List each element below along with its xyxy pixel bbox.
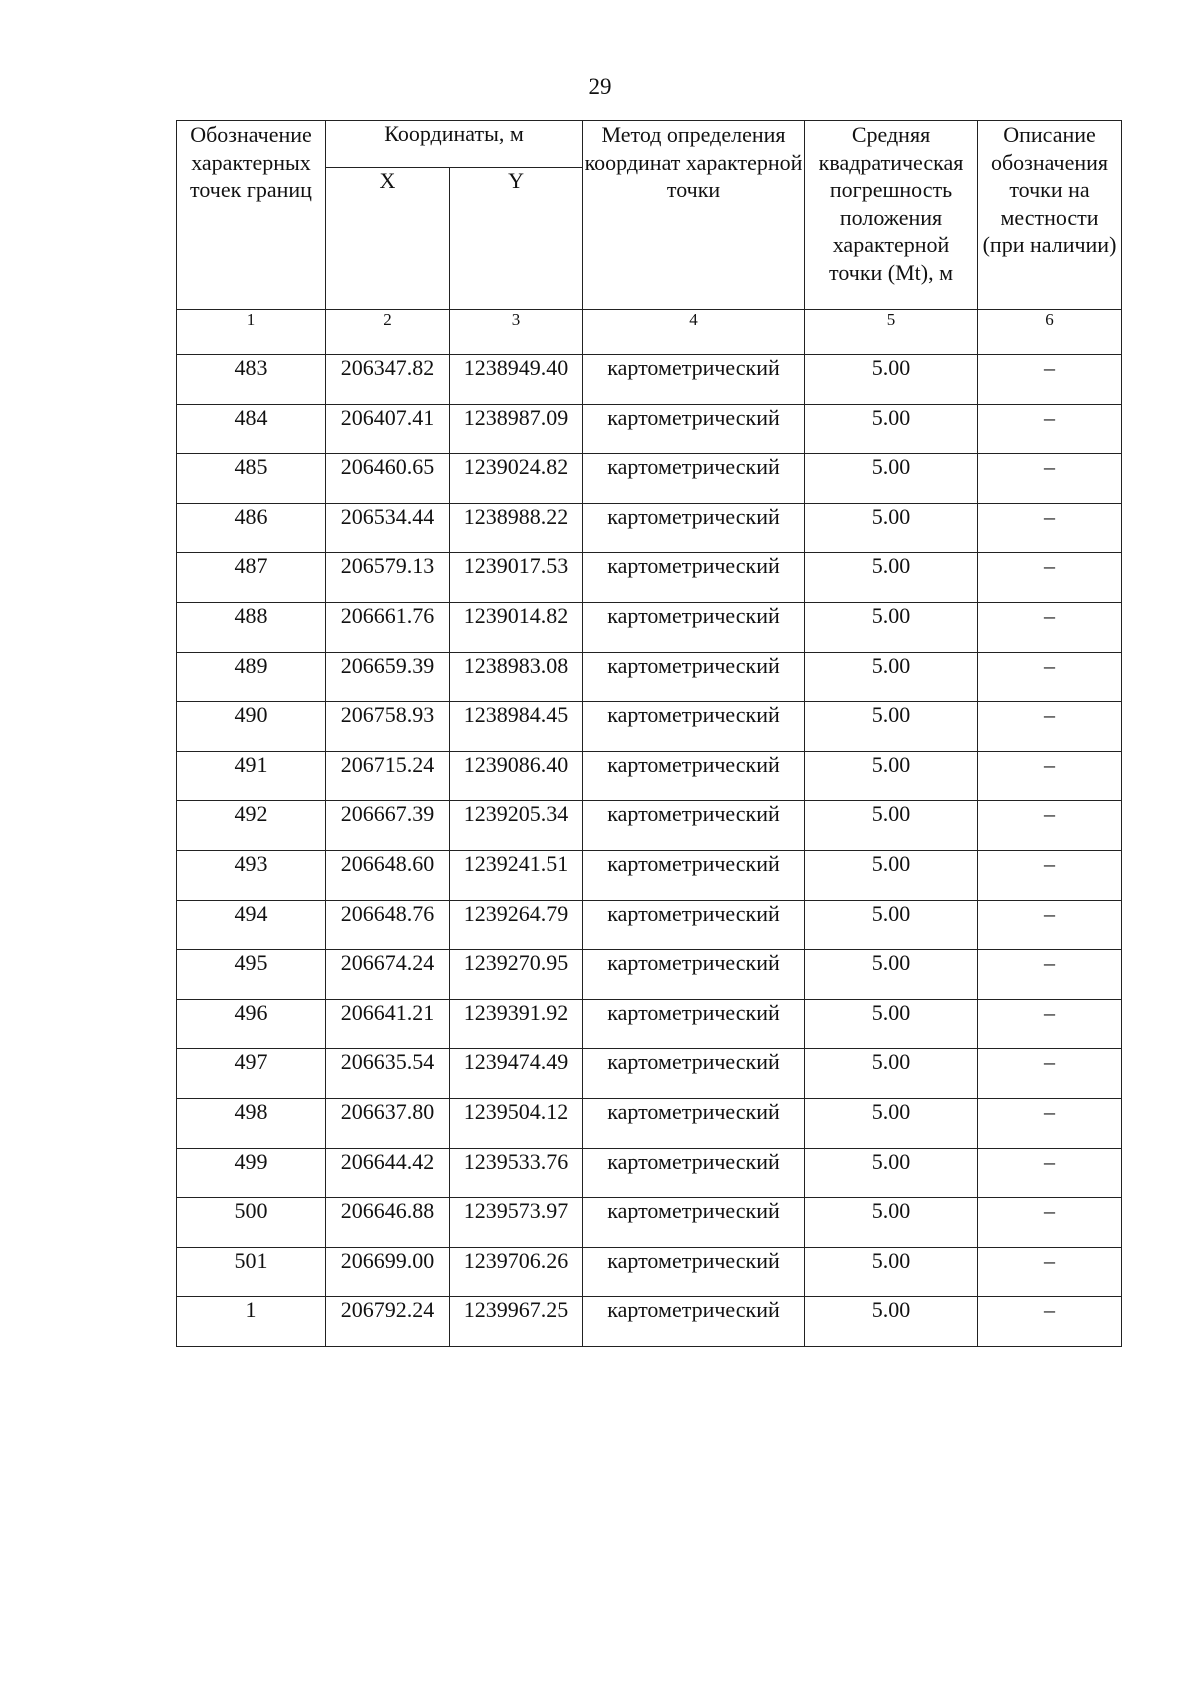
cell-method: картометрический <box>583 355 805 405</box>
cell-method: картометрический <box>583 1049 805 1099</box>
cell-x: 206641.21 <box>326 999 450 1049</box>
cell-x: 206659.39 <box>326 652 450 702</box>
cell-x: 206579.13 <box>326 553 450 603</box>
cell-description: – <box>978 454 1122 504</box>
cell-y: 1239474.49 <box>450 1049 583 1099</box>
cell-y: 1239504.12 <box>450 1098 583 1148</box>
cell-method: картометрический <box>583 751 805 801</box>
cell-x: 206635.54 <box>326 1049 450 1099</box>
table-row <box>177 602 1122 652</box>
cell-method: картометрический <box>583 702 805 752</box>
cell-point: 497 <box>177 1049 326 1099</box>
cell-x: 206347.82 <box>326 355 450 405</box>
cell-error: 5.00 <box>805 1148 978 1198</box>
column-number-row <box>177 310 1122 355</box>
cell-y: 1239086.40 <box>450 751 583 801</box>
cell-description: – <box>978 1247 1122 1297</box>
table-row <box>177 553 1122 603</box>
table-row <box>177 1247 1122 1297</box>
cell-point: 487 <box>177 553 326 603</box>
cell-x: 206661.76 <box>326 602 450 652</box>
cell-x: 206667.39 <box>326 801 450 851</box>
cell-method: картометрический <box>583 503 805 553</box>
cell-error: 5.00 <box>805 751 978 801</box>
cell-point: 490 <box>177 702 326 752</box>
table-row <box>177 950 1122 1000</box>
table-row <box>177 404 1122 454</box>
cell-error: 5.00 <box>805 1049 978 1099</box>
table-row <box>177 702 1122 752</box>
cell-method: картометрический <box>583 900 805 950</box>
cell-point: 498 <box>177 1098 326 1148</box>
page-number: 29 <box>588 74 612 99</box>
cell-y: 1239967.25 <box>450 1297 583 1347</box>
cell-point: 491 <box>177 751 326 801</box>
cell-x: 206644.42 <box>326 1148 450 1198</box>
cell-error: 5.00 <box>805 652 978 702</box>
table-row <box>177 1297 1122 1347</box>
cell-y: 1239391.92 <box>450 999 583 1049</box>
table-row <box>177 999 1122 1049</box>
cell-x: 206460.65 <box>326 454 450 504</box>
cell-y: 1238984.45 <box>450 702 583 752</box>
table-row <box>177 652 1122 702</box>
cell-y: 1238983.08 <box>450 652 583 702</box>
cell-error: 5.00 <box>805 999 978 1049</box>
cell-method: картометрический <box>583 1148 805 1198</box>
cell-description: – <box>978 999 1122 1049</box>
cell-y: 1239205.34 <box>450 801 583 851</box>
cell-method: картометрический <box>583 404 805 454</box>
cell-method: картометрический <box>583 454 805 504</box>
cell-description: – <box>978 702 1122 752</box>
cell-error: 5.00 <box>805 454 978 504</box>
table-row <box>177 751 1122 801</box>
cell-description: – <box>978 503 1122 553</box>
cell-y: 1239270.95 <box>450 950 583 1000</box>
header-x: X <box>326 168 450 310</box>
cell-x: 206637.80 <box>326 1098 450 1148</box>
cell-error: 5.00 <box>805 702 978 752</box>
cell-description: – <box>978 801 1122 851</box>
header-error: Средняя квадратическая погрешность положения характерной точки (Mt), м <box>805 121 978 310</box>
cell-point: 492 <box>177 801 326 851</box>
cell-point: 496 <box>177 999 326 1049</box>
column-number: 5 <box>805 310 978 355</box>
cell-description: – <box>978 652 1122 702</box>
cell-x: 206648.76 <box>326 900 450 950</box>
table-header <box>177 121 1122 310</box>
cell-point: 488 <box>177 602 326 652</box>
cell-point: 484 <box>177 404 326 454</box>
cell-x: 206646.88 <box>326 1198 450 1248</box>
cell-description: – <box>978 1148 1122 1198</box>
cell-point: 483 <box>177 355 326 405</box>
cell-y: 1239017.53 <box>450 553 583 603</box>
cell-y: 1239533.76 <box>450 1148 583 1198</box>
cell-method: картометрический <box>583 1247 805 1297</box>
boundary-points-table <box>176 120 1122 1347</box>
cell-y: 1238988.22 <box>450 503 583 553</box>
cell-point: 493 <box>177 850 326 900</box>
cell-y: 1239014.82 <box>450 602 583 652</box>
cell-point: 489 <box>177 652 326 702</box>
cell-point: 500 <box>177 1198 326 1248</box>
cell-point: 485 <box>177 454 326 504</box>
table-body <box>177 310 1122 1347</box>
cell-x: 206715.24 <box>326 751 450 801</box>
column-number: 4 <box>583 310 805 355</box>
cell-description: – <box>978 404 1122 454</box>
cell-y: 1239024.82 <box>450 454 583 504</box>
cell-y: 1239706.26 <box>450 1247 583 1297</box>
table-row <box>177 454 1122 504</box>
table-row <box>177 801 1122 851</box>
cell-description: – <box>978 850 1122 900</box>
cell-method: картометрический <box>583 652 805 702</box>
cell-description: – <box>978 1198 1122 1248</box>
cell-y: 1239264.79 <box>450 900 583 950</box>
column-number: 2 <box>326 310 450 355</box>
cell-description: – <box>978 602 1122 652</box>
cell-y: 1239241.51 <box>450 850 583 900</box>
cell-x: 206792.24 <box>326 1297 450 1347</box>
cell-method: картометрический <box>583 553 805 603</box>
cell-error: 5.00 <box>805 1297 978 1347</box>
header-y: Y <box>450 168 583 310</box>
cell-y: 1238949.40 <box>450 355 583 405</box>
cell-description: – <box>978 751 1122 801</box>
cell-error: 5.00 <box>805 1198 978 1248</box>
cell-point: 486 <box>177 503 326 553</box>
cell-error: 5.00 <box>805 950 978 1000</box>
cell-point: 494 <box>177 900 326 950</box>
table-row <box>177 1148 1122 1198</box>
table-row <box>177 1098 1122 1148</box>
cell-method: картометрический <box>583 999 805 1049</box>
cell-description: – <box>978 1297 1122 1347</box>
cell-x: 206648.60 <box>326 850 450 900</box>
column-number: 3 <box>450 310 583 355</box>
cell-error: 5.00 <box>805 553 978 603</box>
cell-error: 5.00 <box>805 1098 978 1148</box>
cell-x: 206674.24 <box>326 950 450 1000</box>
header-description: Описание обозначения точки на местности (при наличии) <box>978 121 1122 310</box>
cell-description: – <box>978 553 1122 603</box>
cell-point: 1 <box>177 1297 326 1347</box>
cell-description: – <box>978 1098 1122 1148</box>
table-row <box>177 1049 1122 1099</box>
table-row <box>177 850 1122 900</box>
cell-x: 206407.41 <box>326 404 450 454</box>
cell-error: 5.00 <box>805 602 978 652</box>
cell-method: картометрический <box>583 1098 805 1148</box>
cell-description: – <box>978 900 1122 950</box>
header-method: Метод определения координат характерной точки <box>583 121 805 310</box>
cell-method: картометрический <box>583 1297 805 1347</box>
cell-error: 5.00 <box>805 850 978 900</box>
cell-method: картометрический <box>583 950 805 1000</box>
cell-error: 5.00 <box>805 503 978 553</box>
cell-method: картометрический <box>583 602 805 652</box>
cell-error: 5.00 <box>805 355 978 405</box>
cell-x: 206534.44 <box>326 503 450 553</box>
cell-y: 1238987.09 <box>450 404 583 454</box>
cell-point: 501 <box>177 1247 326 1297</box>
header-coordinates: Координаты, м <box>326 121 583 168</box>
cell-method: картометрический <box>583 1198 805 1248</box>
table-row <box>177 503 1122 553</box>
cell-error: 5.00 <box>805 900 978 950</box>
cell-point: 495 <box>177 950 326 1000</box>
cell-description: – <box>978 1049 1122 1099</box>
cell-method: картометрический <box>583 801 805 851</box>
cell-description: – <box>978 355 1122 405</box>
cell-y: 1239573.97 <box>450 1198 583 1248</box>
column-number: 6 <box>978 310 1122 355</box>
table-row <box>177 1198 1122 1248</box>
cell-error: 5.00 <box>805 801 978 851</box>
cell-x: 206758.93 <box>326 702 450 752</box>
cell-description: – <box>978 950 1122 1000</box>
cell-error: 5.00 <box>805 404 978 454</box>
cell-point: 499 <box>177 1148 326 1198</box>
table-row <box>177 355 1122 405</box>
cell-x: 206699.00 <box>326 1247 450 1297</box>
cell-error: 5.00 <box>805 1247 978 1297</box>
cell-method: картометрический <box>583 850 805 900</box>
column-number: 1 <box>177 310 326 355</box>
table-row <box>177 900 1122 950</box>
header-point-designation: Обозначение характерных точек границ <box>177 121 326 310</box>
